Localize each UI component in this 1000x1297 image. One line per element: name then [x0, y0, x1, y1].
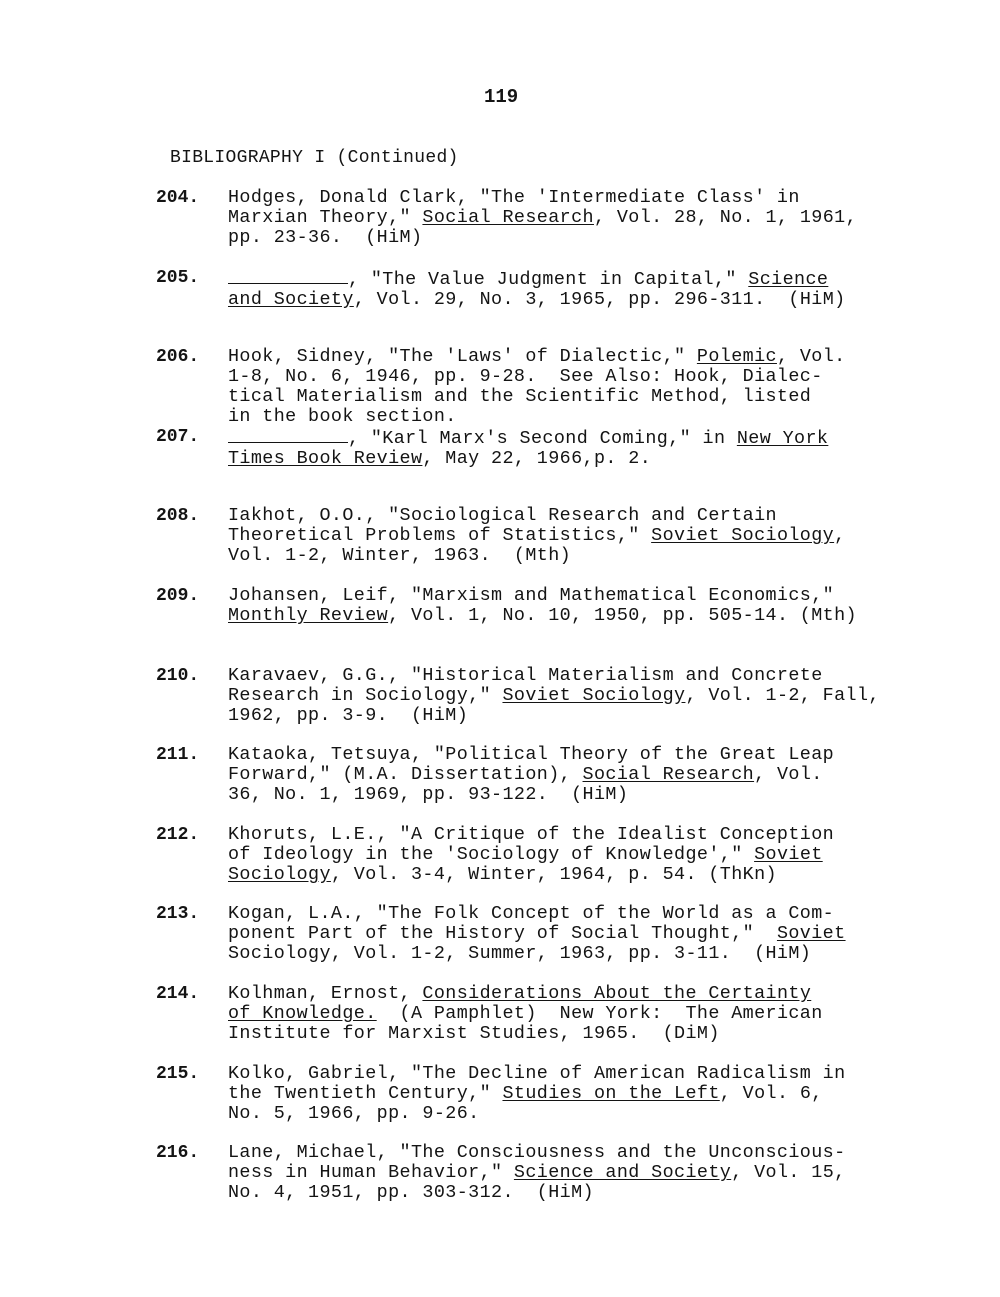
- entry-number: 214.: [156, 983, 200, 1004]
- publication-title: Considerations About the Certainty: [422, 982, 812, 1004]
- citation-line: [228, 944, 928, 964]
- entry-citation: [228, 586, 928, 626]
- citation-text: , May 22, 1966,p. 2.: [422, 447, 652, 469]
- citation-text: ness in Human Behavior,": [228, 1162, 514, 1184]
- citation-line: [228, 387, 928, 407]
- citation-text: Kolko, Gabriel, "The Decline of American Radicalism in: [228, 1062, 846, 1084]
- citation-text: of Ideology in the 'Sociology of Knowledge',": [228, 843, 755, 865]
- citation-line: [228, 1143, 928, 1163]
- bibliography-entry: [0, 666, 1000, 746]
- bibliography-entry: [0, 745, 1000, 825]
- citation-text: Sociology, Vol. 1-2, Summer, 1963, pp. 3-11. (HiM): [228, 943, 812, 965]
- citation-line: [228, 1064, 928, 1084]
- citation-text: Kolhman, Ernost,: [228, 982, 423, 1004]
- citation-text: Johansen, Leif, "Marxism and Mathematical Economics,": [228, 584, 835, 606]
- publication-title: Soviet Sociology: [651, 525, 835, 547]
- citation-line: [228, 785, 928, 805]
- page-number: 119: [484, 86, 519, 108]
- citation-line: [228, 546, 928, 566]
- entry-number: 213.: [156, 904, 200, 925]
- entry-number: 209.: [156, 585, 200, 606]
- bibliography-list: [0, 188, 1000, 1223]
- entry-citation: [228, 268, 928, 310]
- citation-line: [228, 686, 928, 706]
- citation-text: , Vol. 28, No. 1, 1961,: [593, 207, 858, 228]
- bibliography-entry: [0, 1064, 1000, 1144]
- citation-text: , Vol. 1-2, Fall,: [685, 684, 880, 706]
- entry-citation: [228, 984, 928, 1044]
- entry-number: 210.: [156, 665, 200, 686]
- citation-text: , Vol. 6,: [719, 1082, 823, 1104]
- section-heading: BIBLIOGRAPHY I (Continued): [170, 148, 459, 168]
- citation-line: [228, 706, 928, 726]
- publication-title: New York: [736, 427, 829, 449]
- entry-number: 215.: [156, 1063, 200, 1084]
- publication-title: Times Book Review: [228, 447, 423, 469]
- citation-text: Kogan, L.A., "The Folk Concept of the World as a Com-: [228, 903, 835, 925]
- citation-line: [228, 1084, 928, 1104]
- citation-text: Khoruts, L.E., "A Critique of the Idealist Conception: [228, 823, 835, 845]
- publication-title: Monthly Review: [228, 604, 389, 626]
- citation-text: Forward," (M.A. Dissertation),: [228, 764, 583, 786]
- entry-citation: [228, 904, 928, 964]
- citation-text: the Twentieth Century,": [228, 1082, 503, 1104]
- citation-line: [228, 367, 928, 387]
- citation-text: Vol. 1-2, Winter, 1963. (Mth): [228, 545, 572, 567]
- citation-text: ponent Part of the History of Social Thought,": [228, 923, 777, 945]
- bibliography-entry: [0, 586, 1000, 666]
- bibliography-entry: [0, 268, 1000, 348]
- citation-text: , Vol. 15,: [731, 1162, 846, 1184]
- citation-line: [228, 1004, 928, 1024]
- ditto-author-rule: [228, 268, 348, 284]
- publication-title: of Knowledge.: [228, 1002, 377, 1024]
- bibliography-entry: [0, 984, 1000, 1064]
- entry-citation: [228, 1064, 928, 1124]
- bibliography-entry: [0, 1143, 1000, 1223]
- citation-line: [228, 347, 928, 367]
- citation-line: [228, 666, 928, 686]
- citation-text: Marxian Theory,": [228, 207, 423, 228]
- citation-line: [228, 188, 928, 208]
- citation-line: [228, 765, 928, 785]
- bibliography-entry: [0, 188, 1000, 268]
- citation-text: in the book section.: [228, 406, 457, 428]
- entry-number: 212.: [156, 824, 200, 845]
- citation-text: Hook, Sidney, "The 'Laws' of Dialectic,": [228, 346, 697, 368]
- entry-number: 216.: [156, 1143, 200, 1164]
- publication-title: Polemic: [696, 346, 777, 368]
- entry-citation: [228, 825, 928, 885]
- publication-title: Sociology: [228, 863, 331, 885]
- citation-text: Lane, Michael, "The Consciousness and the Unconscious-: [228, 1142, 846, 1164]
- citation-text: Iakhot, O.O., "Sociological Research and Certain: [228, 505, 777, 527]
- publication-title: Science and Society: [513, 1162, 732, 1184]
- citation-line: [228, 586, 928, 606]
- entry-citation: [228, 666, 928, 726]
- entry-citation: [228, 347, 928, 427]
- citation-line: [228, 606, 928, 626]
- entry-number: 205.: [156, 267, 200, 288]
- publication-title: Soviet Sociology: [502, 684, 686, 706]
- citation-line: [228, 865, 928, 885]
- citation-text: Karavaev, G.G., "Historical Materialism and Concrete: [228, 664, 823, 686]
- bibliography-entry: [0, 347, 1000, 427]
- entry-number: 211.: [156, 745, 200, 766]
- citation-line: [228, 1104, 928, 1124]
- entry-citation: [228, 427, 928, 469]
- citation-line: [228, 745, 928, 765]
- citation-text: No. 5, 1966, pp. 9-26.: [228, 1102, 480, 1124]
- citation-line: [228, 407, 928, 427]
- citation-line: [228, 208, 928, 228]
- citation-text: tical Materialism and the Scientific Method, listed: [228, 386, 812, 408]
- citation-line: [228, 228, 928, 248]
- citation-line: [228, 427, 928, 449]
- citation-text: , Vol. 1, No. 10, 1950, pp. 505-14. (Mth): [388, 604, 857, 626]
- citation-line: [228, 845, 928, 865]
- citation-text: , "Karl Marx's Second Coming," in: [348, 427, 737, 449]
- citation-text: pp. 23-36. (HiM): [228, 227, 423, 248]
- citation-text: (A Pamphlet) New York: The American: [376, 1002, 823, 1024]
- entry-number: 204.: [156, 188, 200, 208]
- publication-title: Soviet: [776, 923, 846, 945]
- citation-text: , Vol.: [754, 764, 823, 786]
- citation-line: [228, 1163, 928, 1183]
- publication-title: Studies on the Left: [502, 1082, 720, 1104]
- publication-title: Social Research: [422, 207, 594, 228]
- bibliography-entry: [0, 904, 1000, 984]
- citation-line: [228, 904, 928, 924]
- citation-line: [228, 268, 928, 290]
- citation-text: , "The Value Judgment in Capital,": [348, 268, 749, 290]
- bibliography-entry: [0, 506, 1000, 586]
- citation-text: Theoretical Problems of Statistics,": [228, 525, 652, 547]
- bibliography-entry: [0, 825, 1000, 905]
- citation-line: [228, 984, 928, 1004]
- citation-text: No. 4, 1951, pp. 303-312. (HiM): [228, 1182, 594, 1204]
- publication-title: Science: [748, 268, 829, 290]
- entry-citation: [228, 506, 928, 566]
- citation-text: ,: [834, 525, 846, 547]
- citation-text: Institute for Marxist Studies, 1965. (DiM): [228, 1022, 720, 1044]
- citation-line: [228, 1024, 928, 1044]
- ditto-author-rule: [228, 427, 348, 443]
- citation-line: [228, 924, 928, 944]
- entry-citation: [228, 1143, 928, 1203]
- citation-text: 1962, pp. 3-9. (HiM): [228, 704, 469, 726]
- citation-text: Kataoka, Tetsuya, "Political Theory of the Great Leap: [228, 744, 835, 766]
- citation-text: , Vol.: [776, 346, 846, 368]
- publication-title: Soviet: [754, 843, 823, 865]
- citation-line: [228, 526, 928, 546]
- publication-title: Social Research: [582, 764, 755, 786]
- citation-text: Hodges, Donald Clark, "The 'Intermediate Class' in: [228, 187, 800, 208]
- citation-line: [228, 1183, 928, 1203]
- citation-text: , Vol. 3-4, Winter, 1964, p. 54. (ThKn): [330, 863, 777, 885]
- citation-text: 1-8, No. 6, 1946, pp. 9-28. See Also: Hook, Dialec-: [228, 366, 823, 388]
- entry-number: 208.: [156, 506, 200, 527]
- publication-title: and Society: [228, 288, 354, 310]
- citation-line: [228, 290, 928, 310]
- bibliography-entry: [0, 427, 1000, 507]
- entry-number: 207.: [156, 426, 200, 447]
- entry-number: 206.: [156, 347, 200, 368]
- entry-citation: [228, 745, 928, 805]
- citation-text: 36, No. 1, 1969, pp. 93-122. (HiM): [228, 784, 629, 806]
- citation-text: , Vol. 29, No. 3, 1965, pp. 296-311. (HiM): [353, 288, 846, 310]
- citation-line: [228, 449, 928, 469]
- citation-line: [228, 506, 928, 526]
- citation-text: Research in Sociology,": [228, 684, 503, 706]
- entry-citation: [228, 188, 928, 248]
- citation-line: [228, 825, 928, 845]
